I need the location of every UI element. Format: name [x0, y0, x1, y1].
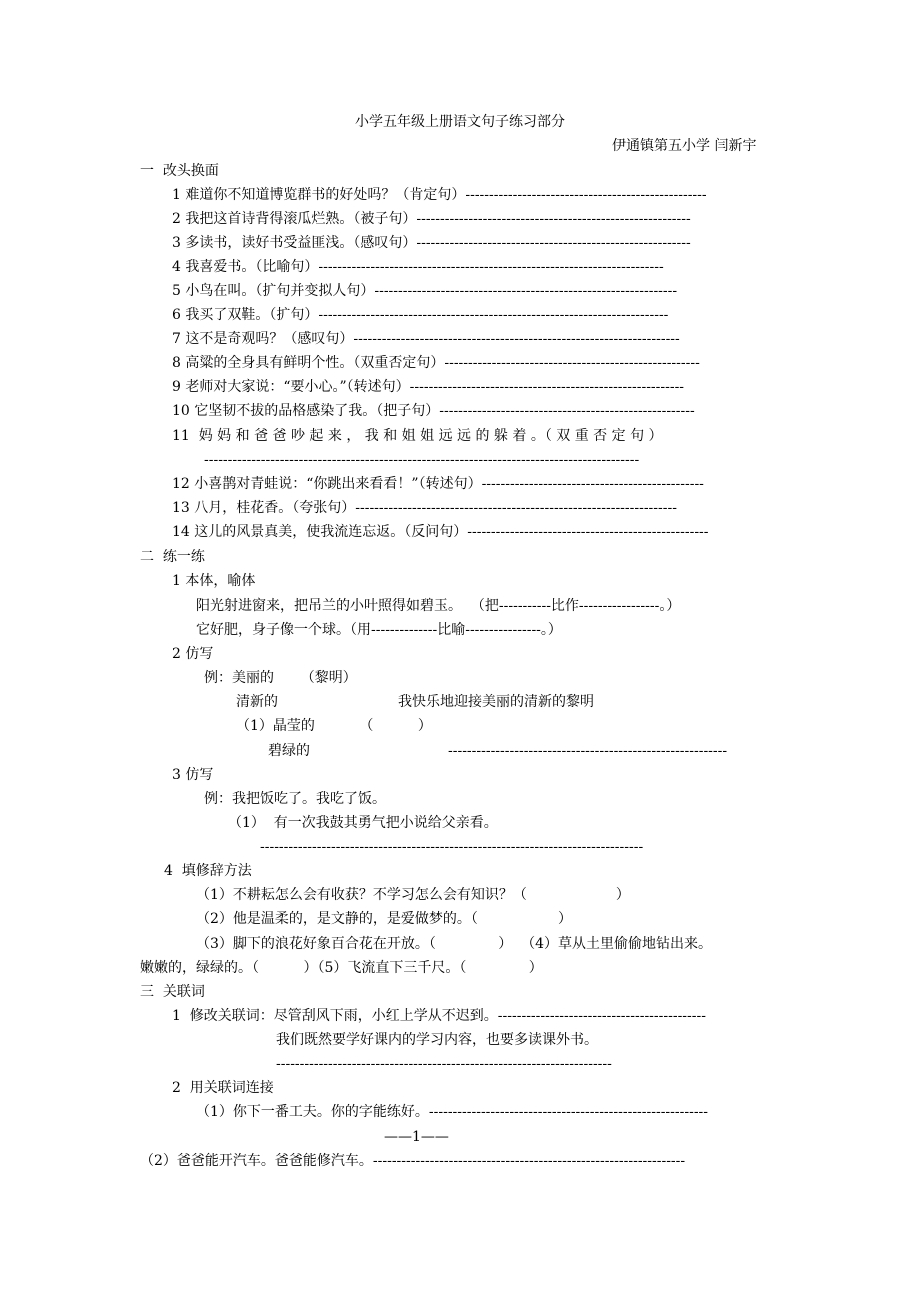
- s2-sub3-example: 例：我把饭吃了。我吃了饭。: [204, 791, 386, 807]
- page-title: 小学五年级上册语文句子练习部分: [355, 114, 565, 130]
- page-number: ——1——: [384, 1129, 449, 1145]
- s3-sub2-q2: （2）爸爸能开汽车。爸爸能修汽车。------------------------------------------------------------------: [140, 1153, 686, 1169]
- s2-sub2: 2 仿写: [172, 646, 214, 662]
- s1-item-13: 13 八月，桂花香。（夸张句）--------------------------------------------------------------------: [172, 500, 677, 516]
- s1-item-6: 6 我买了双鞋。（扩句）--------------------------------------------------------------------------: [172, 307, 669, 323]
- s2-sub1-line2: 它好肥，身子像一个球。（用--------------比喻----------------。）: [196, 622, 562, 638]
- s2-sub2-q1: （1）晶莹的 （ ）: [236, 718, 432, 734]
- s2-sub4-q3: （3）脚下的浪花好象百合花在开放。（ ） （4）草从土里偷偷地钻出来。: [196, 936, 713, 952]
- s1-item-14: 14 这儿的风景真美，使我流连忘返。（反问句）---------------------------------------------------: [172, 524, 709, 540]
- s3-sub2: 2 用关联词连接: [172, 1080, 274, 1096]
- s2-sub3-answer-line: ---------------------------------------------------------------------------------: [260, 839, 644, 855]
- s2-sub2-sentence1: 我快乐地迎接美丽的清新的黎明: [398, 694, 594, 710]
- s2-sub2-word1: 清新的: [236, 694, 278, 710]
- s2-sub3: 3 仿写: [172, 767, 214, 783]
- s1-item-12: 12 小喜鹊对青蛙说：“你跳出来看看！”（转述句）-----------------------------------------------: [172, 476, 704, 492]
- section1-heading: 一 改头换面: [140, 163, 219, 179]
- s2-sub4-q4: 嫩嫩的，绿绿的。（ ）（5）飞流直下三千尺。（ ）: [140, 960, 543, 976]
- s1-item-10: 10 它坚韧不拔的品格感染了我。（把子句）------------------------------------------------------: [172, 403, 695, 419]
- section2-heading: 二 练一练: [140, 549, 205, 565]
- s1-item-1: 1 难道你不知道博览群书的好处吗？（肯定句）---------------------------------------------------: [172, 187, 707, 203]
- s2-sub3-q1: （1） 有一次我鼓其勇气把小说给父亲看。: [228, 815, 498, 831]
- s1-item-5: 5 小鸟在叫。（扩句并变拟人句）----------------------------------------------------------------: [172, 283, 678, 299]
- s1-item-9: 9 老师对大家说：“要小心。”（转述句）----------------------------------------------------------: [172, 379, 685, 395]
- s3-sub2-q1: （1）你下一番工夫。你的字能练好。-----------------------------------------------------------: [196, 1104, 709, 1120]
- s1-item-4: 4 我喜爱书。（比喻句）-------------------------------------------------------------------------: [172, 259, 664, 275]
- s1-item-11-dash: --------------------------------------------------------------------------------------------: [204, 452, 640, 468]
- s1-item-3: 3 多读书，读好书受益匪浅。（感叹句）----------------------------------------------------------: [172, 235, 691, 251]
- s2-sub4-q1: （1）不耕耘怎么会有收获？不学习怎么会有知识？（ ）: [196, 887, 630, 903]
- s2-sub1-line1: 阳光射进窗来，把吊兰的小叶照得如碧玉。 （把-----------比作-----------------。）: [196, 598, 681, 614]
- s2-sub2-word2: 碧绿的: [268, 743, 310, 759]
- s2-sub4: 4 填修辞方法: [164, 863, 252, 879]
- s2-sub2-answer-line: -----------------------------------------------------------: [448, 743, 728, 759]
- s3-sub1-line2: 我们既然要学好课内的学习内容，也要多读课外书。: [276, 1032, 598, 1048]
- s1-item-8: 8 高粱的全身具有鲜明个性。（双重否定句）------------------------------------------------------: [172, 355, 700, 371]
- s1-item-7: 7 这不是奇观吗？（感叹句）---------------------------------------------------------------------: [172, 331, 680, 347]
- s2-sub4-q2: （2）他是温柔的，是文静的，是爱做梦的。（ ）: [196, 911, 573, 927]
- s3-sub1-answer-line: -----------------------------------------------------------------------: [276, 1056, 612, 1072]
- s2-sub2-example: 例：美丽的 （黎明）: [204, 670, 357, 686]
- s1-item-11: 11 妈 妈 和 爸 爸 吵 起 来 ， 我 和 姐 姐 远 远 的 躲 着 。（ 双 重 否 定 句 ）: [172, 428, 663, 444]
- s1-item-2: 2 我把这首诗背得滚瓜烂熟。（被子句）----------------------------------------------------------: [172, 211, 691, 227]
- section3-heading: 三 关联词: [140, 984, 205, 1000]
- author-line: 伊通镇第五小学 闫新宇: [612, 138, 757, 154]
- s2-sub1: 1 本体，喻体: [172, 573, 256, 589]
- s3-sub1: 1 修改关联词：尽管刮风下雨，小红上学从不迟到。--------------------------------------------: [172, 1008, 706, 1024]
